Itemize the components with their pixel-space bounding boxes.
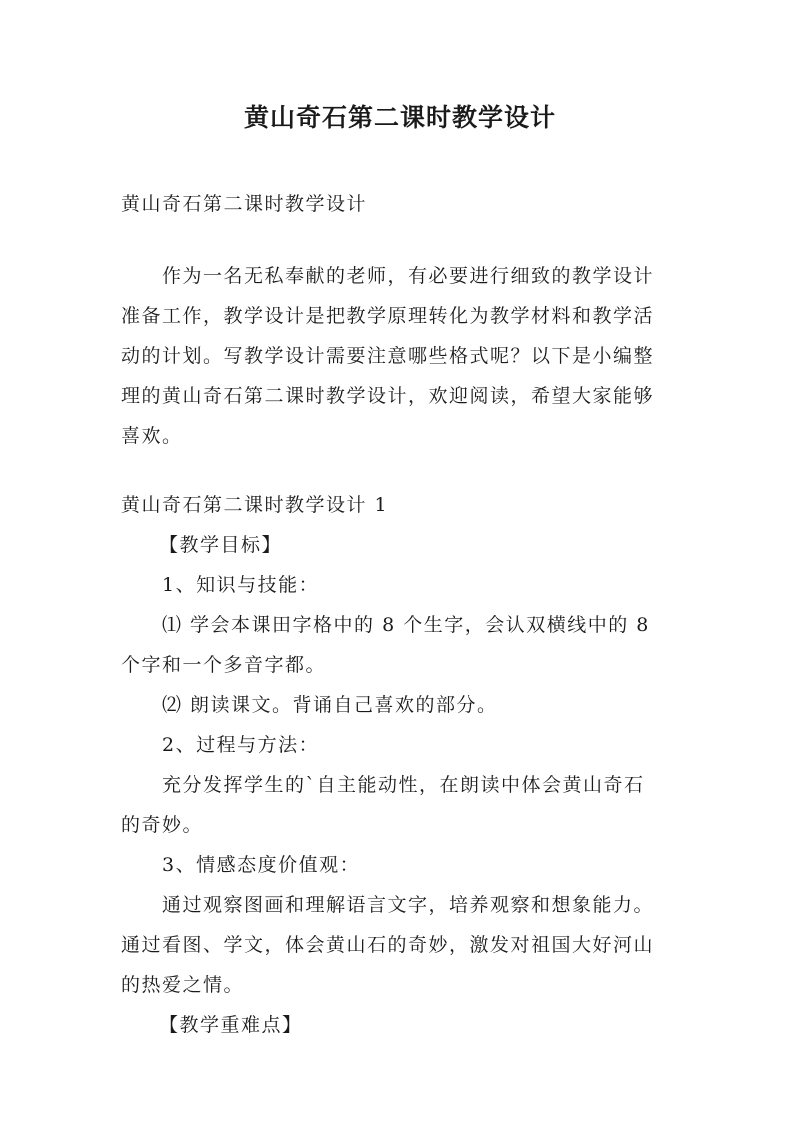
intro-line: 动的计划。写教学设计需要注意哪些格式呢？以下是小编整	[121, 345, 655, 367]
item2-heading: 2、过程与方法：	[162, 734, 320, 756]
section-1	[121, 485, 691, 1045]
intro-line: 作为一名无私奉献的老师，有必要进行细致的教学设计	[162, 265, 655, 287]
document-subtitle	[121, 184, 691, 224]
item3-line: 通过观察图画和理解语言文字，培养观察和想象能力。	[162, 894, 655, 916]
subtitle-text: 黄山奇石第二课时教学设计	[121, 193, 368, 215]
item1-point1-line: ⑴ 学会本课田字格中的 8 个生字，会认双横线中的 8	[162, 614, 650, 636]
item2-line: 的奇妙。	[121, 814, 204, 836]
item1-heading: 1、知识与技能：	[162, 574, 320, 596]
goals-heading: 【教学目标】	[159, 534, 283, 556]
section-heading: 黄山奇石第二课时教学设计 1	[121, 494, 389, 516]
intro-paragraph	[121, 256, 691, 456]
intro-line: 准备工作，教学设计是把教学原理转化为教学材料和教学活	[121, 305, 655, 327]
item3-heading: 3、情感态度价值观：	[162, 854, 361, 876]
item2-line: 充分发挥学生的`自主能动性，在朗读中体会黄山奇石	[162, 774, 645, 796]
intro-line: 理的黄山奇石第二课时教学设计，欢迎阅读，希望大家能够	[121, 385, 655, 407]
intro-line: 喜欢。	[121, 425, 183, 447]
item3-line: 的热爱之情。	[121, 974, 245, 996]
item1-point1-line: 个字和一个多音字都。	[121, 654, 327, 676]
item1-point2: ⑵ 朗读课文。背诵自己喜欢的部分。	[162, 694, 498, 716]
item3-line: 通过看图、学文，体会黄山石的奇妙，激发对祖国大好河山	[121, 934, 655, 956]
key-points-heading: 【教学重难点】	[159, 1014, 303, 1036]
document-title: 黄山奇石第二课时教学设计	[243, 103, 556, 132]
